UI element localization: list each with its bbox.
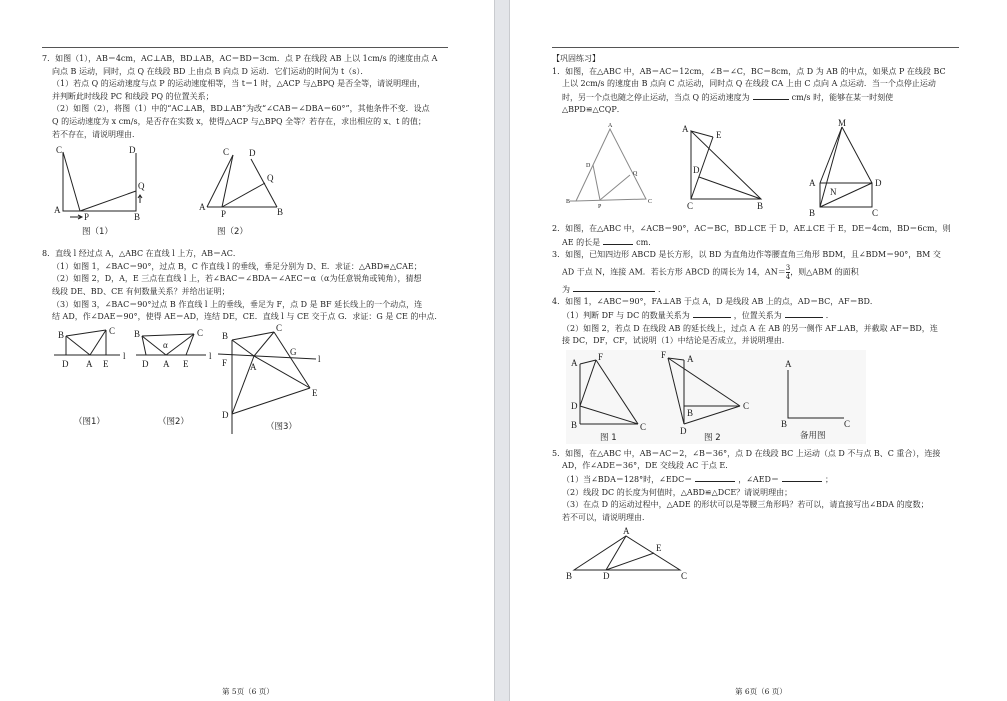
point-label: C xyxy=(223,147,230,158)
page-footer: 第 6页（6 页） xyxy=(735,687,787,696)
point-label: B xyxy=(687,407,694,418)
point-label: A xyxy=(809,177,816,188)
q5-line: 若不可以，请说明理由． xyxy=(562,512,650,522)
q5-line: （2）线段 DC 的长度为何值时，△ABD≌△DCE？请说明理由； xyxy=(562,487,793,497)
figure-caption: （图3） xyxy=(266,421,297,432)
point-label: D xyxy=(571,400,578,411)
q4-figure-3 xyxy=(778,358,858,442)
point-label: P xyxy=(84,212,90,223)
question-1 xyxy=(552,53,972,117)
page-5-content xyxy=(42,53,462,440)
figure-caption: （图1） xyxy=(74,416,105,427)
point-label: B xyxy=(566,571,573,582)
point-label: F xyxy=(661,349,667,360)
q4-line: （1）判断 DF 与 DC 的数量关系为 ，位置关系为 ． xyxy=(562,310,834,320)
point-label: G xyxy=(290,346,297,357)
q1-figure-b xyxy=(681,123,781,211)
q7-line: 向点 B 运动，同时，点 Q 在线段 BD 上由点 B 向点 D 运动．它们运动的时间为 t（s）． xyxy=(52,66,369,76)
q5-line: （3）在点 D 的运动过程中，△ADE 的形状可以是等腰三角形吗？若可以，请直接写出∠BDA 的度数； xyxy=(562,500,929,510)
figure-caption: 备用图 xyxy=(800,430,826,441)
point-label: C xyxy=(743,400,750,411)
point-label: B xyxy=(222,330,229,341)
q3-line: 为 ． xyxy=(562,284,666,294)
point-label: D xyxy=(875,177,882,188)
point-label: D xyxy=(142,358,149,369)
point-label: B xyxy=(571,419,578,430)
point-label: B xyxy=(134,328,141,339)
q4-line: 接 DC，DF，CF，试说明（1）中结论是否成立，并说明理由． xyxy=(562,336,790,346)
q1-line: 上以 2cm/s 的速度由 B 点向 C 点运动，同时点 Q 在线段 CA 上由 C 点向 A 点运动．当一个点停止运动 xyxy=(562,79,936,89)
q3-line: 3．如图，已知四边形 ABCD 是长方形，以 BD 为直角边作等腰直角三角形 BDM，且∠BDM＝90°，BM 交 xyxy=(552,250,941,260)
point-label: E xyxy=(103,358,109,369)
point-label: l xyxy=(318,353,321,364)
figure-caption: 图 2 xyxy=(704,432,721,443)
q5-figure xyxy=(568,526,698,580)
fraction: $\frac{3}{4}$ xyxy=(785,263,791,281)
point-label: B xyxy=(58,329,65,340)
figure-caption: 图（1） xyxy=(82,227,113,238)
figure-caption: （图2） xyxy=(158,416,189,427)
page-footer: 第 5页（6 页） xyxy=(222,687,274,696)
answer-blank xyxy=(785,309,823,318)
q3-line: AD 于点 N，连接 AM．若长方形 ABCD 的周长为 14，AN＝ $\frac{3}{4}$ ，则△ABM 的面积 xyxy=(562,263,859,281)
q8-line: 线段 DE、BD、CE 有何数量关系？并给出证明； xyxy=(52,286,230,296)
q8-line: （1）如图 1，∠BAC＝90°，过点 B，C 作直线 l 的垂线，垂足分别为 D、E．求证：△ABD≌△CAE； xyxy=(52,261,422,271)
point-label: C xyxy=(648,198,653,205)
point-label: P xyxy=(598,203,602,210)
point-label: E xyxy=(183,358,189,369)
q1-figures xyxy=(552,119,972,219)
point-label: F xyxy=(598,351,604,362)
point-label: A xyxy=(571,357,578,368)
point-label: C xyxy=(844,418,851,429)
answer-blank xyxy=(573,283,655,292)
answer-blank xyxy=(693,309,731,318)
header-rule xyxy=(42,47,448,48)
point-label: B xyxy=(566,198,571,205)
answer-blank xyxy=(603,236,633,245)
point-label: A xyxy=(608,122,613,129)
point-label: E xyxy=(656,543,662,554)
page-6 xyxy=(509,0,1007,701)
point-label: A xyxy=(86,358,93,369)
answer-blank xyxy=(695,473,735,482)
q4-figure-2 xyxy=(660,349,760,444)
q8-figure-2 xyxy=(136,326,218,436)
point-label: D xyxy=(222,409,229,420)
point-label: D xyxy=(693,164,700,175)
question-3 xyxy=(552,249,972,296)
point-label: C xyxy=(276,322,283,333)
point-label: D xyxy=(680,425,687,436)
question-5 xyxy=(552,448,972,525)
section-title: 【巩固练习】 xyxy=(552,54,600,63)
q4-figures-panel xyxy=(566,350,866,444)
q7-figure-1 xyxy=(54,143,154,238)
point-label: D xyxy=(603,571,610,582)
point-label: D xyxy=(62,358,69,369)
answer-blank xyxy=(753,91,789,100)
question-4 xyxy=(552,296,972,347)
q1-line: 时，另一个点也随之停止运动，当点 Q 的运动速度为 cm/s 时，能够在某一时刻使 xyxy=(562,92,894,102)
point-label: Q xyxy=(138,181,145,192)
point-label: C xyxy=(56,145,63,156)
figure-caption: 图（2） xyxy=(217,227,248,238)
point-label: l xyxy=(123,350,126,361)
point-label: A xyxy=(199,202,206,213)
point-label: C xyxy=(687,200,694,211)
point-label: B xyxy=(809,207,816,218)
q1-figure-a xyxy=(566,123,666,209)
q8-figures xyxy=(42,322,462,436)
header-rule xyxy=(552,47,959,48)
point-label: A xyxy=(623,526,630,537)
q7-line: Q 的运动速度为 x cm/s，是否存在实数 x，使得△ACP 与△BPQ 全等？若存在，求出相应的 x、t 的值； xyxy=(52,116,426,126)
q2-line: AE 的长是 cm． xyxy=(562,237,657,247)
point-label: Q xyxy=(633,170,638,177)
q7-line: （1）若点 Q 的运动速度与点 P 的运动速度相等，当 t＝1 时，△ACP 与△BPQ 是否全等，请说明理由， xyxy=(52,79,426,89)
point-label: C xyxy=(197,327,204,338)
point-label: A xyxy=(250,361,257,372)
point-label: F xyxy=(222,357,228,368)
q2-line: 2．如图，在△ABC 中，∠ACB＝90°，AC＝BC，BD⊥CE 于 D，AE⊥CE 于 E，DE＝4cm，BD＝6cm，则 xyxy=(552,223,951,233)
q5-line: 5．如图，在△ABC 中，AB＝AC＝2，∠B＝36°，点 D 在线段 BC 上运动（点 D 不与点 B、C 重合），连接 xyxy=(552,448,941,458)
point-label: A xyxy=(163,358,170,369)
q7-figures xyxy=(42,143,462,238)
point-label: D xyxy=(129,145,136,156)
page-5 xyxy=(0,0,495,701)
point-label: A xyxy=(54,205,61,216)
q8-line: 结 AD，作∠DAE＝90°，使得 AE＝AD，连结 DE，CE．直线 l 与 CE 交于点 G．求证：G 是 CE 的中点． xyxy=(52,312,443,322)
point-label: B xyxy=(781,418,788,429)
point-label: B xyxy=(277,207,284,218)
point-label: Q xyxy=(267,173,274,184)
point-label: A xyxy=(687,353,694,364)
q1-line: △BPD≌△CQP． xyxy=(562,105,625,115)
q7-figure-2 xyxy=(199,143,299,238)
q7-line: 并判断此时线段 PC 和线段 PQ 的位置关系； xyxy=(52,91,214,101)
q1-figure-c xyxy=(806,119,896,219)
point-label: C xyxy=(109,325,116,336)
question-2 xyxy=(552,223,972,249)
point-label: C xyxy=(681,571,688,582)
point-label: A xyxy=(682,123,689,134)
q1-line: 1．如图，在△ABC 中，AB＝AC＝12cm，∠B＝∠C，BC＝8cm，点 D 为 AB 的中点，如果点 P 在线段 BC xyxy=(552,66,946,76)
point-label: N xyxy=(830,186,837,197)
q8-line: （3）如图 3，∠BAC＝90°过点 B 作直线 l 上的垂线，垂足为 F，点 D 是 BF 延长线上的一个动点，连 xyxy=(52,299,423,309)
q7-line: 若不存在，请说明理由． xyxy=(52,129,140,139)
q7-line: 7．如图（1），AB＝4cm，AC⊥AB，BD⊥AB，AC＝BD＝3cm．点 P 在线段 AB 上以 1cm/s 的速度由点 A xyxy=(42,54,438,63)
point-label: E xyxy=(312,387,318,398)
question-7 xyxy=(42,53,462,141)
answer-blank xyxy=(782,473,822,482)
q8-line: 8．直线 l 经过点 A，△ABC 在直线 l 上方，AB＝AC． xyxy=(42,249,241,259)
point-label: B xyxy=(757,200,764,211)
figure-caption: 图 1 xyxy=(600,432,617,443)
point-label: M xyxy=(838,117,847,128)
q8-figure-1 xyxy=(54,326,134,436)
q4-line: 4．如图 1，∠ABC＝90°，FA⊥AB 于点 A，D 是线段 AB 上的点，AD＝BC，AF＝BD． xyxy=(552,297,878,307)
point-label: A xyxy=(785,358,792,369)
point-label: P xyxy=(221,209,227,220)
q5-line: （1）当∠BDA＝128°时，∠EDC＝ ，∠AED＝ ； xyxy=(562,474,833,484)
q4-figure-1 xyxy=(570,352,652,444)
point-label: l xyxy=(209,350,212,361)
q4-line: （2）如图 2，若点 D 在线段 AB 的延长线上，过点 A 在 AB 的另一侧作 AF⊥AB，并截取 AF＝BD，连 xyxy=(562,323,938,333)
point-label: α xyxy=(163,339,168,350)
point-label: D xyxy=(249,148,256,159)
question-8 xyxy=(42,248,462,324)
q8-figure-3 xyxy=(218,322,333,436)
point-label: C xyxy=(640,421,647,432)
page-6-content xyxy=(552,53,972,584)
point-label: E xyxy=(716,129,722,140)
point-label: B xyxy=(134,212,141,223)
point-label: D xyxy=(586,162,591,169)
q5-figures xyxy=(552,526,972,580)
q7-line: （2）如图（2），将图（1）中的“AC⊥AB，BD⊥AB”为改“∠CAB＝∠DBA＝60°”，其他条件不变．设点 xyxy=(52,104,430,114)
q8-line: （2）如图 2，D，A，E 三点在直线 l 上，若∠BAC＝∠BDA＝∠AEC＝α（α为任意锐角或钝角），猜想 xyxy=(52,274,422,284)
point-label: C xyxy=(872,207,879,218)
q5-line: AD，作∠ADE＝36°，DE 交线段 AC 于点 E． xyxy=(562,461,734,471)
